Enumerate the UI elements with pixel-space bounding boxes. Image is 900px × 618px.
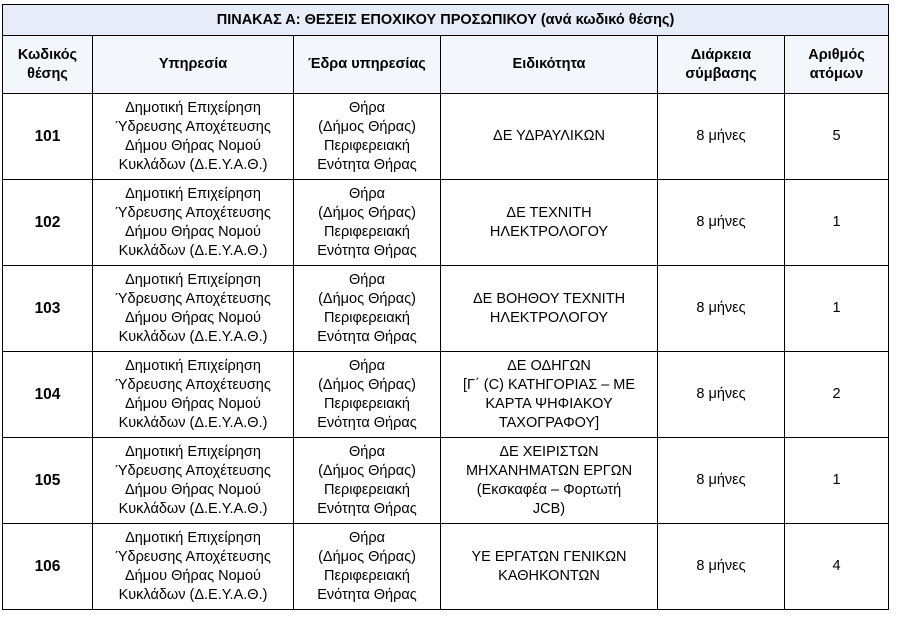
table-row <box>3 266 889 352</box>
cell-count: 5 <box>785 94 889 180</box>
cell-duration: 8 μήνες <box>658 438 785 524</box>
cell-seat: Θήρα (Δήμος Θήρας) Περιφερειακή Ενότητα Θήρας <box>294 524 441 610</box>
table-header-row <box>3 36 889 94</box>
header-count: Αριθμός ατόμων <box>785 36 889 94</box>
cell-service: Δημοτική Επιχείρηση Ύδρευσης Αποχέτευσης Δήμου Θήρας Νομού Κυκλάδων (Δ.Ε.Υ.Α.Θ.) <box>93 266 294 352</box>
cell-specialty: ΔΕ ΥΔΡΑΥΛΙΚΩΝ <box>441 94 658 180</box>
header-service: Υπηρεσία <box>93 36 294 94</box>
cell-code: 103 <box>3 266 93 352</box>
cell-service: Δημοτική Επιχείρηση Ύδρευσης Αποχέτευσης Δήμου Θήρας Νομού Κυκλάδων (Δ.Ε.Υ.Α.Θ.) <box>93 352 294 438</box>
table-title: ΠΙΝΑΚΑΣ Α: ΘΕΣΕΙΣ ΕΠΟΧΙΚΟΥ ΠΡΟΣΩΠΙΚΟΥ (ανά κωδικό θέσης) <box>3 5 889 36</box>
header-duration: Διάρκεια σύμβασης <box>658 36 785 94</box>
table-title-row <box>3 5 889 36</box>
cell-seat: Θήρα (Δήμος Θήρας) Περιφερειακή Ενότητα Θήρας <box>294 352 441 438</box>
cell-code: 102 <box>3 180 93 266</box>
cell-count: 4 <box>785 524 889 610</box>
cell-specialty: ΔΕ ΟΔΗΓΩΝ [Γ΄ (C) ΚΑΤΗΓΟΡΙΑΣ – ΜΕ ΚΑΡΤΑ ΨΗΦΙΑΚΟΥ ΤΑΧΟΓΡΑΦΟΥ] <box>441 352 658 438</box>
cell-specialty: ΔΕ ΤΕΧΝΙΤΗ ΗΛΕΚΤΡΟΛΟΓΟΥ <box>441 180 658 266</box>
cell-code: 104 <box>3 352 93 438</box>
cell-seat: Θήρα (Δήμος Θήρας) Περιφερειακή Ενότητα Θήρας <box>294 94 441 180</box>
positions-table <box>2 4 889 610</box>
cell-specialty: ΔΕ ΧΕΙΡΙΣΤΩΝ ΜΗΧΑΝΗΜΑΤΩΝ ΕΡΓΩΝ (Εκσκαφέα – Φορτωτή JCB) <box>441 438 658 524</box>
cell-duration: 8 μήνες <box>658 266 785 352</box>
cell-service: Δημοτική Επιχείρηση Ύδρευσης Αποχέτευσης Δήμου Θήρας Νομού Κυκλάδων (Δ.Ε.Υ.Α.Θ.) <box>93 180 294 266</box>
table-row <box>3 438 889 524</box>
cell-specialty: ΥΕ ΕΡΓΑΤΩΝ ΓΕΝΙΚΩΝ ΚΑΘΗΚΟΝΤΩΝ <box>441 524 658 610</box>
cell-duration: 8 μήνες <box>658 352 785 438</box>
cell-code: 101 <box>3 94 93 180</box>
table-row <box>3 524 889 610</box>
cell-service: Δημοτική Επιχείρηση Ύδρευσης Αποχέτευσης Δήμου Θήρας Νομού Κυκλάδων (Δ.Ε.Υ.Α.Θ.) <box>93 438 294 524</box>
table-row <box>3 352 889 438</box>
header-specialty: Ειδικότητα <box>441 36 658 94</box>
table-row <box>3 94 889 180</box>
cell-count: 1 <box>785 180 889 266</box>
cell-seat: Θήρα (Δήμος Θήρας) Περιφερειακή Ενότητα Θήρας <box>294 180 441 266</box>
cell-seat: Θήρα (Δήμος Θήρας) Περιφερειακή Ενότητα Θήρας <box>294 266 441 352</box>
header-seat: Έδρα υπηρεσίας <box>294 36 441 94</box>
cell-count: 1 <box>785 266 889 352</box>
cell-specialty: ΔΕ ΒΟΗΘΟΥ ΤΕΧΝΙΤΗ ΗΛΕΚΤΡΟΛΟΓΟΥ <box>441 266 658 352</box>
cell-count: 2 <box>785 352 889 438</box>
cell-service: Δημοτική Επιχείρηση Ύδρευσης Αποχέτευσης Δήμου Θήρας Νομού Κυκλάδων (Δ.Ε.Υ.Α.Θ.) <box>93 524 294 610</box>
cell-duration: 8 μήνες <box>658 94 785 180</box>
cell-seat: Θήρα (Δήμος Θήρας) Περιφερειακή Ενότητα Θήρας <box>294 438 441 524</box>
cell-service: Δημοτική Επιχείρηση Ύδρευσης Αποχέτευσης Δήμου Θήρας Νομού Κυκλάδων (Δ.Ε.Υ.Α.Θ.) <box>93 94 294 180</box>
cell-count: 1 <box>785 438 889 524</box>
header-code: Κωδικός θέσης <box>3 36 93 94</box>
cell-code: 106 <box>3 524 93 610</box>
table-row <box>3 180 889 266</box>
cell-code: 105 <box>3 438 93 524</box>
cell-duration: 8 μήνες <box>658 524 785 610</box>
cell-duration: 8 μήνες <box>658 180 785 266</box>
